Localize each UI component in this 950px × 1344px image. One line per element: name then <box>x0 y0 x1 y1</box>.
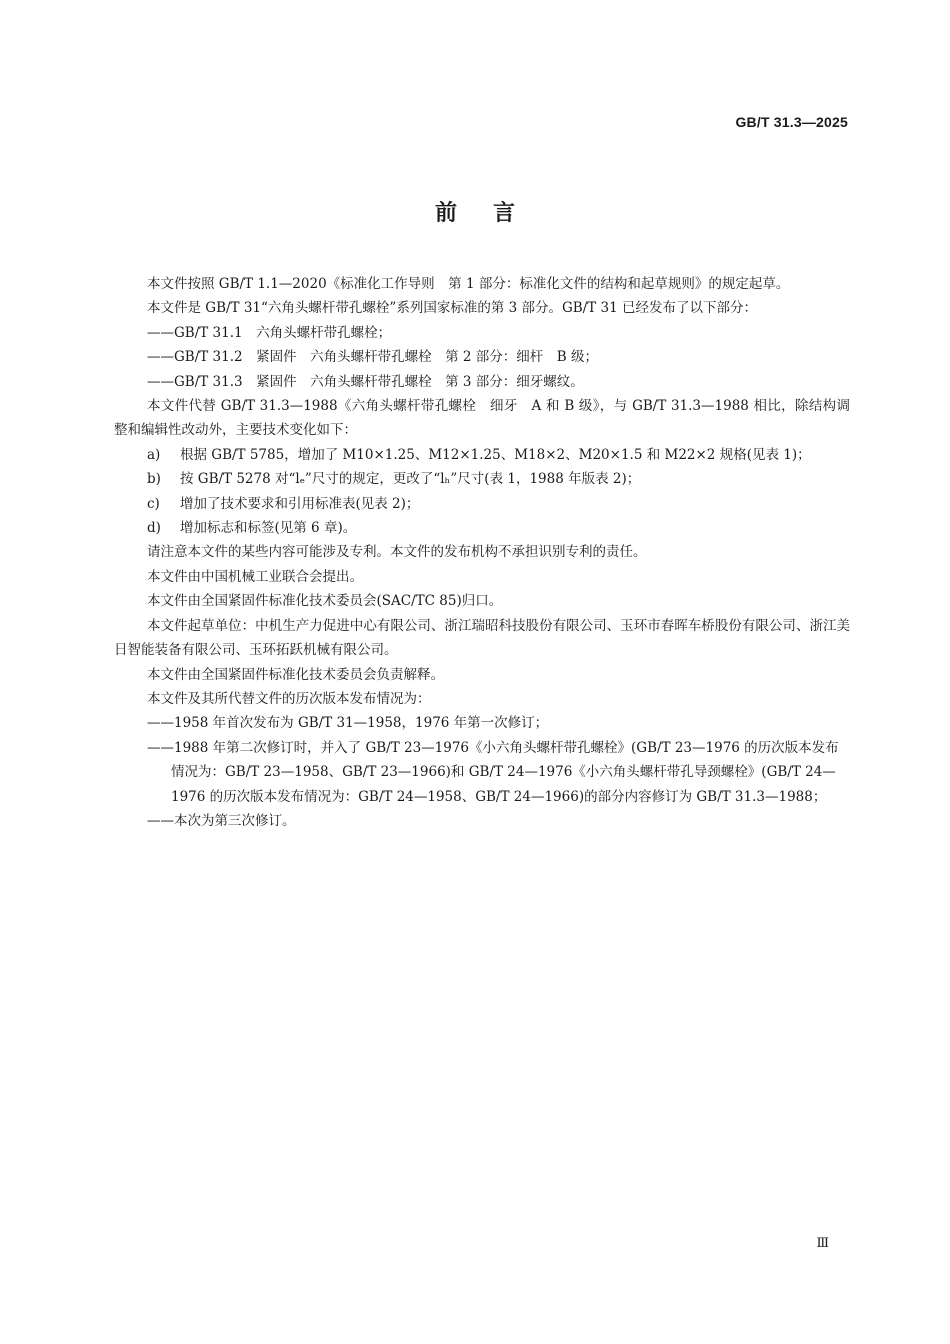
list-item-part: ——GB/T 31.2 紧固件 六角头螺杆带孔螺栓 第 2 部分：细杆 B 级； <box>147 349 598 366</box>
change-text: 增加标志和标签(见第 6 章)。 <box>180 520 357 537</box>
list-item-part: ——GB/T 31.3 紧固件 六角头螺杆带孔螺栓 第 3 部分：细牙螺纹。 <box>147 373 584 390</box>
list-item-history: ——1958 年首次发布为 GB/T 31—1958，1976 年第一次修订； <box>147 715 549 732</box>
change-text: 根据 GB/T 5785，增加了 M10×1.25、M12×1.25、M18×2、M20×1.5 和 M22×2 规格(见表 1)； <box>180 446 811 463</box>
document-body <box>114 272 850 833</box>
change-text: 增加了技术要求和引用标准表(见表 2)； <box>180 495 420 512</box>
change-text: 按 GB/T 5278 对“lₑ”尺寸的规定，更改了“lₕ”尺寸(表 1，1988 年版表 2)； <box>180 471 641 488</box>
paragraph-history-intro: 本文件及其所代替文件的历次版本发布情况为： <box>147 690 431 707</box>
paragraph-series-intro: 本文件是 GB/T 31“六角头螺杆带孔螺栓”系列国家标准的第 3 部分。GB/T 31 已经发布了以下部分： <box>147 300 758 317</box>
page-number: Ⅲ <box>816 1236 829 1251</box>
page-title: 前言 <box>434 201 551 226</box>
list-item-history: ——1988 年第二次修订时，并入了 GB/T 23—1976《小六角头螺杆带孔螺栓》(GB/T 23—1976 的历次版本发布情况为：GB/T 23—1958、GB/T 23—1966)和 GB/T 24—1976《小六角头螺杆带孔导颈螺栓》(GB/T 24—1976 的历次版本发布情况为：GB/T 24—1958、GB/T 24—1966)的部分内容修订为 GB/T 31.3—1988； <box>147 739 839 805</box>
list-item-history: ——本次为第三次修订。 <box>147 812 296 829</box>
paragraph-patent-notice: 请注意本文件的某些内容可能涉及专利。本文件的发布机构不承担识别专利的责任。 <box>147 544 647 561</box>
paragraph-proposer: 本文件由中国机械工业联合会提出。 <box>147 568 363 585</box>
paragraph-drafting-units: 本文件起草单位：中机生产力促进中心有限公司、浙江瑞昭科技股份有限公司、玉环市春晖车桥股份有限公司、浙江美日智能装备有限公司、玉环拓跃机械有限公司。 <box>114 617 850 659</box>
change-label: b) <box>147 471 161 488</box>
list-item-change <box>114 492 850 516</box>
change-label: c) <box>147 495 160 512</box>
list-item-part: ——GB/T 31.1 六角头螺杆带孔螺栓； <box>147 324 392 341</box>
change-label: a) <box>147 446 161 463</box>
paragraph-replacement: 本文件代替 GB/T 31.3—1988《六角头螺杆带孔螺栓 细牙 A 和 B 级》，与 GB/T 31.3—1988 相比，除结构调整和编辑性改动外，主要技术变化如下： <box>114 398 850 439</box>
list-item-change <box>114 443 850 467</box>
standard-number: GB/T 31.3—2025 <box>735 114 848 130</box>
paragraph-interpretation: 本文件由全国紧固件标准化技术委员会负责解释。 <box>147 666 444 683</box>
paragraph-drafting-rule: 本文件按照 GB/T 1.1—2020《标准化工作导则 第 1 部分：标准化文件的结构和起草规则》的规定起草。 <box>147 276 790 292</box>
list-item-change <box>114 516 850 540</box>
list-item-change <box>114 467 850 491</box>
paragraph-committee: 本文件由全国紧固件标准化技术委员会(SAC/TC 85)归口。 <box>147 593 503 610</box>
change-label: d) <box>147 520 161 537</box>
